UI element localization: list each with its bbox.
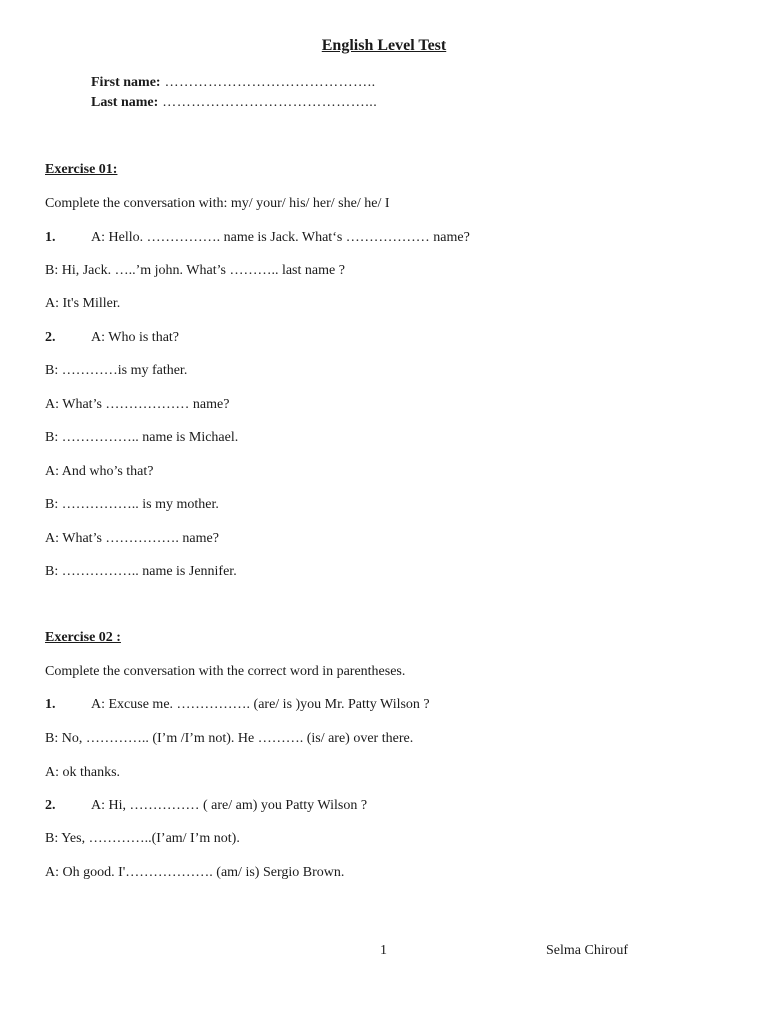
dialogue-line: B: …………….. is my mother. [45,497,219,512]
exercise-2-heading: Exercise 02 : [45,630,121,645]
item-number: 1. [45,697,56,712]
exercise-2-item-2 [45,798,367,814]
dialogue-line: A: Oh good. I'………………. (am/ is) Sergio Brown. [45,865,345,880]
dialogue-line: A: ok thanks. [45,765,121,780]
dialogue-line: B: Hi, Jack. …..’m john. What’s ……….. last name ? [45,263,345,278]
dialogue-line: B: Yes, …………..(I’am/ I’m not). [45,831,240,846]
last-name-blank: ……………………………………... [162,95,378,110]
first-name-label: First name: [91,75,161,90]
dialogue-line: B: …………….. name is Michael. [45,430,239,445]
dialogue-line: B: No, ………….. (I’m /I’m not). He ………. (is/ are) over there. [45,731,414,746]
first-name-field [91,75,376,91]
page-title: English Level Test [321,37,447,54]
exercise-1-heading: Exercise 01: [45,162,118,177]
dialogue-line: A: Excuse me. ……………. (are/ is )you Mr. Patty Wilson ? [91,697,430,712]
footer-author: Selma Chirouf [546,943,629,958]
dialogue-line: B: …………is my father. [45,363,188,378]
dialogue-line: B: …………….. name is Jennifer. [45,564,237,579]
dialogue-line: A: What’s ……………. name? [45,531,219,546]
dialogue-line: A: And who’s that? [45,464,154,479]
item-number: 1. [45,230,56,245]
dialogue-line: A: Hi, …………… ( are/ am) you Patty Wilson ? [91,798,368,813]
last-name-label: Last name: [91,95,159,110]
item-number: 2. [45,798,56,813]
dialogue-line: A: What’s ……………… name? [45,397,230,412]
exercise-1-item-1 [45,230,470,246]
dialogue-line: A: Hello. ……………. name is Jack. What‘s ……………… name? [91,230,470,245]
first-name-blank: …………………………………….. [164,75,376,90]
last-name-field [91,95,377,111]
exercise-1-item-2 [45,330,179,346]
exercise-2-instruction: Complete the conversation with the correct word in parentheses. [45,664,406,679]
exercise-2-item-1 [45,697,430,713]
page-number: 1 [380,943,387,958]
dialogue-line: A: It's Miller. [45,296,121,311]
item-number: 2. [45,330,56,345]
dialogue-line: A: Who is that? [91,330,180,345]
exercise-1-instruction: Complete the conversation with: my/ your/ his/ her/ she/ he/ I [45,196,390,211]
